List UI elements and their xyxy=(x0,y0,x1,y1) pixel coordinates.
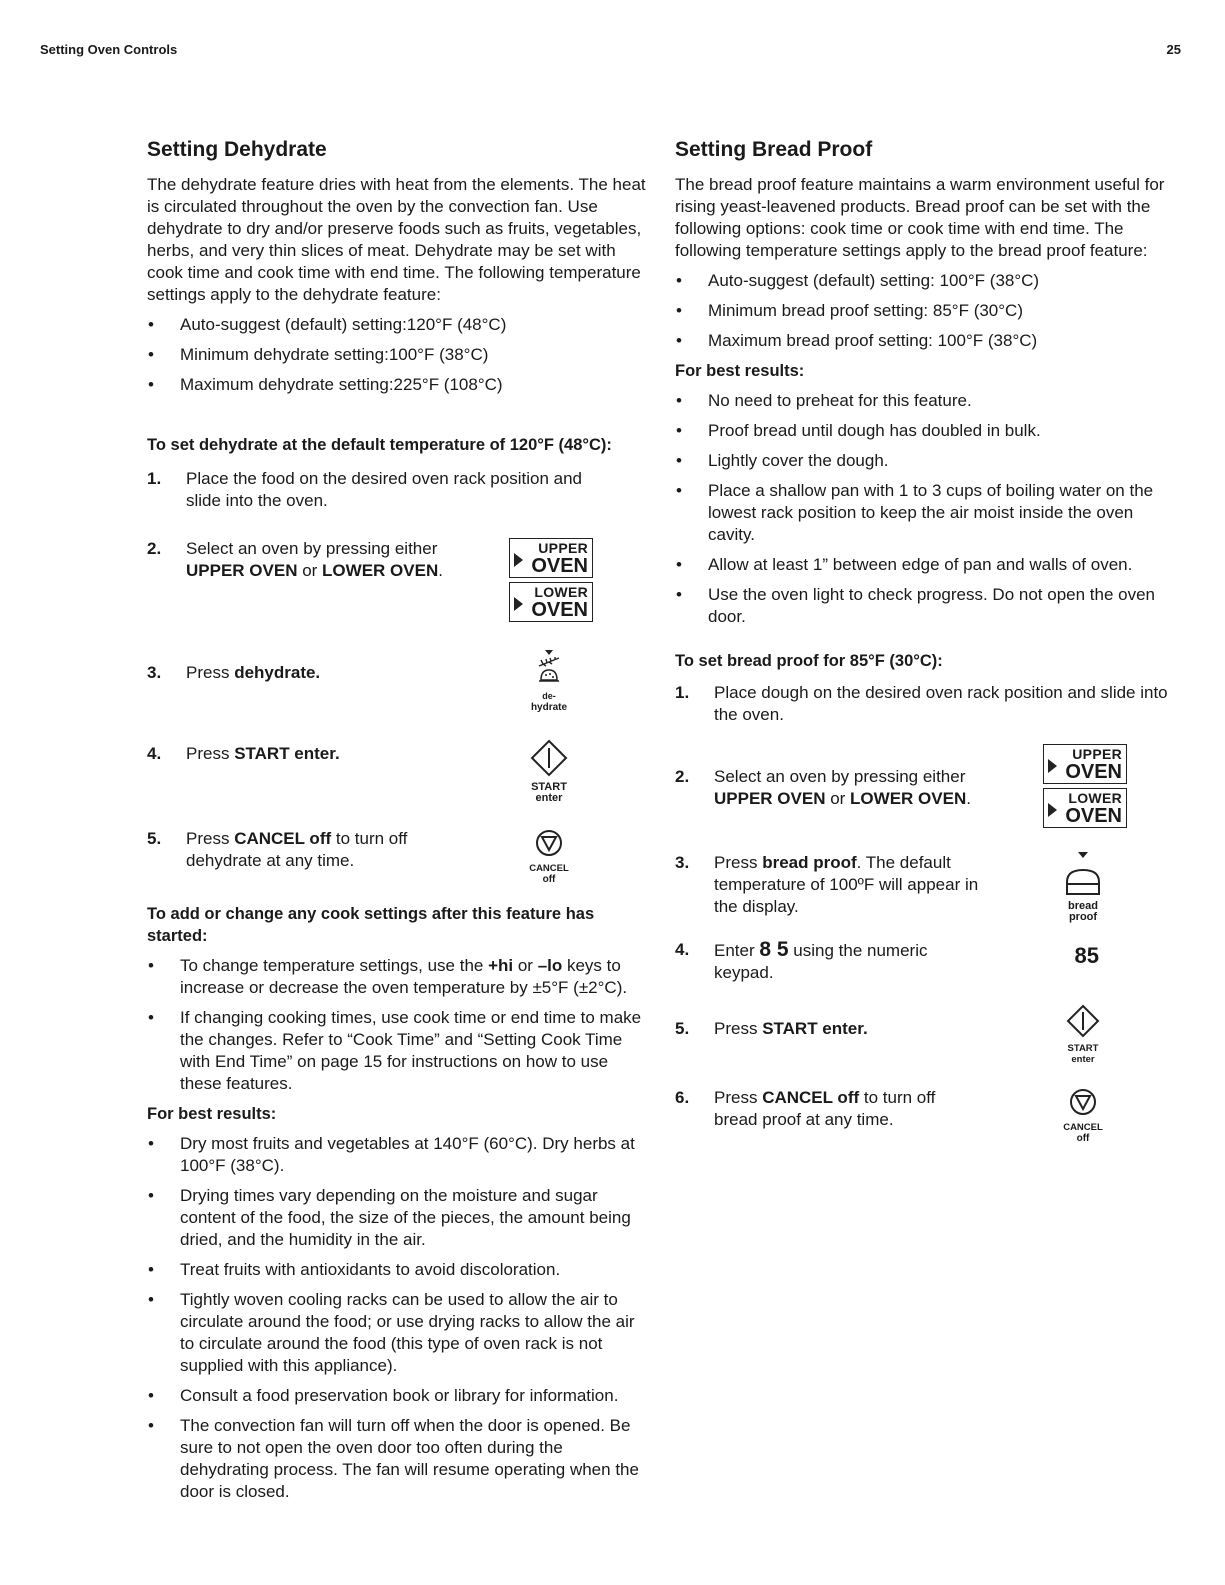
dehydrate-temp-list xyxy=(147,314,647,396)
oven-select-keys xyxy=(509,538,593,626)
step-text: Press CANCEL off to turn off bread proof at any time. xyxy=(714,1088,936,1129)
dehydrate-best-results-title: For best results: xyxy=(147,1105,277,1123)
dehydrate-herb-icon xyxy=(529,650,569,686)
bread-proof-procedure-title: To set bread proof for 85°F (30°C): xyxy=(675,652,943,670)
list-item: • Minimum dehydrate setting:100°F (38°C) xyxy=(147,344,647,366)
bread-proof-best-results-list xyxy=(675,390,1175,628)
change-settings-title: To add or change any cook settings after this feature has started: xyxy=(147,905,595,945)
step-text: Select an oven by pressing either UPPER OVEN or LOWER OVEN. xyxy=(714,767,971,808)
list-item: • Maximum bread proof setting: 100°F (38°C) xyxy=(675,330,1175,352)
dehydrate-step-4 xyxy=(147,739,647,804)
bread-proof-step-2 xyxy=(675,744,1175,832)
dehydrate-step-1 xyxy=(147,468,647,512)
upper-oven-key[interactable]: UPPER OVEN xyxy=(1043,744,1127,784)
step-number: 1. xyxy=(147,469,162,488)
bread-proof-temp-list xyxy=(675,270,1175,352)
list-item: • If changing cooking times, use cook time or end time to make the changes. Refer to “Cook Time” and “Setting Cook Time with End Time” on page 15 for instructions on how to use these features. xyxy=(147,1007,647,1095)
bread-proof-intro: The bread proof feature maintains a warm environment useful for rising yeast-leavened products. Bread proof can be set with the following options: cook time or cook time with end time. The following temperature settings apply to the bread proof feature: xyxy=(675,175,1165,260)
list-item: • Minimum bread proof setting: 85°F (30°C) xyxy=(675,300,1175,322)
oven-select-keys xyxy=(1043,744,1127,832)
bread-proof-step-6 xyxy=(675,1087,1175,1144)
bread-proof-step-5 xyxy=(675,1004,1175,1065)
dehydrate-step-5 xyxy=(147,828,647,885)
step-number: 6. xyxy=(675,1088,690,1107)
dehydrate-section xyxy=(147,138,647,1511)
list-item: • Lightly cover the dough. xyxy=(675,450,1175,472)
step-text: Place the food on the desired oven rack position and slide into the oven. xyxy=(186,469,582,510)
cancel-key[interactable]: CANCEL off xyxy=(529,828,569,885)
key-indicator-arrow-icon xyxy=(1078,852,1088,858)
list-item: • The convection fan will turn off when the door is opened. Be sure to not open the oven door too often during the dehydrating process. The fan will resume operating when the door is closed. xyxy=(147,1415,647,1503)
step-number: 2. xyxy=(147,539,162,558)
step-text: Place dough on the desired oven rack position and slide into the oven. xyxy=(714,683,1168,724)
cancel-circle-icon xyxy=(1068,1087,1098,1117)
step-text: Press CANCEL off to turn off dehydrate at any time. xyxy=(186,829,408,870)
bread-proof-section xyxy=(675,138,1175,1144)
upper-oven-key[interactable]: UPPER OVEN xyxy=(509,538,593,578)
step-text: Select an oven by pressing either UPPER OVEN or LOWER OVEN. xyxy=(186,539,443,580)
bread-proof-key[interactable]: bread proof xyxy=(1063,852,1103,923)
list-item: • Use the oven light to check progress. Do not open the oven door. xyxy=(675,584,1175,628)
dehydrate-step-2 xyxy=(147,538,647,626)
bread-loaf-icon xyxy=(1063,852,1103,896)
list-item: • Auto-suggest (default) setting: 100°F (38°C) xyxy=(675,270,1175,292)
oven-select-arrow-icon xyxy=(1048,803,1057,817)
oven-select-arrow-icon xyxy=(1048,759,1057,773)
bread-proof-step-1 xyxy=(675,682,1175,726)
bread-proof-best-results-title: For best results: xyxy=(675,362,805,380)
start-key[interactable]: START enter xyxy=(529,739,569,804)
list-item: • Tightly woven cooling racks can be used to allow the air to circulate around the food; or use drying racks to allow the air to circulate around the food (this type of oven rack is not supplied with this appliance). xyxy=(147,1289,647,1377)
list-item: • Maximum dehydrate setting:225°F (108°C) xyxy=(147,374,647,396)
lower-oven-key[interactable]: LOWER OVEN xyxy=(509,582,593,622)
cancel-circle-icon xyxy=(534,828,564,858)
step-text: Press START enter. xyxy=(186,744,340,763)
step-number: 5. xyxy=(147,829,162,848)
step-text: Press bread proof. The default temperature of 100ºF will appear in the display. xyxy=(714,853,979,916)
list-item: • Place a shallow pan with 1 to 3 cups of boiling water on the lowest rack position to keep the air moist inside the oven cavity. xyxy=(675,480,1175,546)
step-text: Press dehydrate. xyxy=(186,663,321,682)
cancel-key[interactable]: CANCEL off xyxy=(1063,1087,1103,1144)
dehydrate-key[interactable]: de- hydrate xyxy=(529,650,569,713)
oven-select-arrow-icon xyxy=(514,597,523,611)
page-number: 25 xyxy=(1166,42,1181,57)
page-section-header: Setting Oven Controls xyxy=(40,42,178,57)
step-number: 1. xyxy=(675,683,690,702)
list-item: • Proof bread until dough has doubled in bulk. xyxy=(675,420,1175,442)
bread-proof-title: Setting Bread Proof xyxy=(675,138,873,161)
list-item: • Dry most fruits and vegetables at 140°F (60°C). Dry herbs at 100°F (38°C). xyxy=(147,1133,647,1177)
list-item: • Allow at least 1” between edge of pan and walls of oven. xyxy=(675,554,1175,576)
step-text: Press START enter. xyxy=(714,1019,868,1038)
bread-proof-step-3 xyxy=(675,852,1175,923)
start-diamond-icon xyxy=(529,739,569,777)
start-diamond-icon xyxy=(1065,1004,1101,1038)
bread-proof-step-4 xyxy=(675,939,1175,984)
dehydrate-best-results-list xyxy=(147,1133,647,1503)
start-key[interactable]: START enter xyxy=(1063,1004,1103,1065)
display-value: 85 xyxy=(1074,943,1099,968)
step-number: 2. xyxy=(675,767,690,786)
lower-oven-key[interactable]: LOWER OVEN xyxy=(1043,788,1127,828)
list-item: • No need to preheat for this feature. xyxy=(675,390,1175,412)
dehydrate-procedure-title: To set dehydrate at the default temperature of 120°F (48°C): xyxy=(147,436,612,454)
dehydrate-title: Setting Dehydrate xyxy=(147,138,327,161)
step-number: 5. xyxy=(675,1019,690,1038)
step-text: Enter 8 5 using the numeric keypad. xyxy=(714,938,928,982)
list-item: • Treat fruits with antioxidants to avoid discoloration. xyxy=(147,1259,647,1281)
dehydrate-intro: The dehydrate feature dries with heat from the elements. The heat is circulated throughout the oven by the convection fan. Use dehydrate to dry and/or preserve foods such as fruits, vegetables, herbs, and very thin slices of meat. Dehydrate may be set with cook time and cook time with end time. The following temperature settings apply to the dehydrate feature: xyxy=(147,175,646,304)
list-item: • To change temperature settings, use the +hi or –lo keys to increase or decrease the oven temperature by ±5°F (±2°C). xyxy=(147,955,647,999)
step-number: 3. xyxy=(675,853,690,872)
list-item: • Drying times vary depending on the moisture and sugar content of the food, the size of the pieces, the amount being dried, and the humidity in the air. xyxy=(147,1185,647,1251)
change-settings-list xyxy=(147,955,647,1095)
step-number: 3. xyxy=(147,663,162,682)
step-number: 4. xyxy=(147,744,162,763)
list-item: • Auto-suggest (default) setting:120°F (48°C) xyxy=(147,314,647,336)
step-number: 4. xyxy=(675,940,690,959)
oven-select-arrow-icon xyxy=(514,553,523,567)
list-item: • Consult a food preservation book or library for information. xyxy=(147,1385,647,1407)
dehydrate-step-3 xyxy=(147,650,647,713)
